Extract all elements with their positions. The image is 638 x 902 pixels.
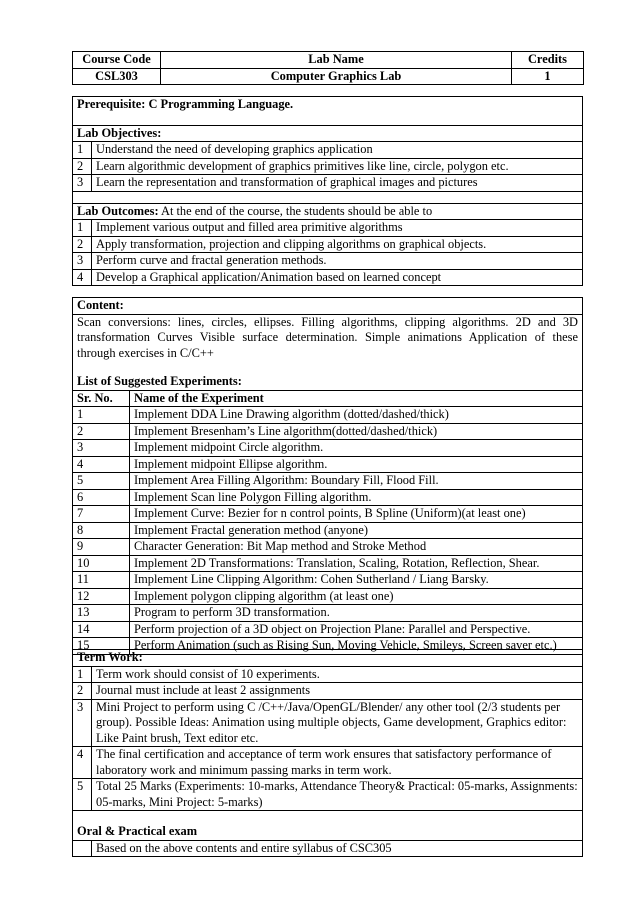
objective-text: Understand the need of developing graphics application bbox=[92, 142, 583, 159]
col-experiment-name: Name of the Experiment bbox=[130, 390, 583, 407]
content-text: Scan conversions: lines, circles, ellipses. Filling algorithms, clipping algorithms. 2D and 3D transformation Curves Visible surface determination. Simple animations Application of these through exercises in C/C++ bbox=[73, 314, 583, 361]
col-sr-no: Sr. No. bbox=[73, 390, 130, 407]
outcome-text: Apply transformation, projection and clipping algorithms on graphical objects. bbox=[92, 236, 583, 253]
outcomes-intro: At the end of the course, the students should be able to bbox=[158, 203, 433, 218]
term-work-row bbox=[73, 779, 583, 811]
objective-number: 2 bbox=[73, 158, 92, 175]
outcome-row bbox=[73, 236, 583, 253]
outcome-row bbox=[73, 253, 583, 270]
outcomes-heading: Lab Outcomes: bbox=[77, 203, 159, 218]
experiment-number: 9 bbox=[73, 539, 130, 556]
term-work-number: 5 bbox=[73, 779, 92, 811]
col-credits: Credits bbox=[512, 52, 584, 69]
col-lab-name: Lab Name bbox=[161, 52, 512, 69]
experiment-number: 1 bbox=[73, 407, 130, 424]
term-work-text: Journal must include at least 2 assignments bbox=[92, 683, 583, 700]
oral-text: Based on the above contents and entire syllabus of CSC305 bbox=[92, 840, 583, 857]
experiment-row bbox=[73, 440, 583, 457]
experiment-name: Implement Fractal generation method (anyone) bbox=[130, 522, 583, 539]
experiment-row bbox=[73, 473, 583, 490]
objective-number: 3 bbox=[73, 175, 92, 192]
experiment-name: Implement Area Filling Algorithm: Boundary Fill, Flood Fill. bbox=[130, 473, 583, 490]
experiment-row bbox=[73, 605, 583, 622]
credits-value: 1 bbox=[512, 68, 584, 85]
outcome-text: Develop a Graphical application/Animation based on learned concept bbox=[92, 269, 583, 286]
objective-row bbox=[73, 175, 583, 192]
experiment-row bbox=[73, 588, 583, 605]
experiment-name: Program to perform 3D transformation. bbox=[130, 605, 583, 622]
experiment-number: 5 bbox=[73, 473, 130, 490]
experiment-row bbox=[73, 423, 583, 440]
outcome-number: 1 bbox=[73, 220, 92, 237]
term-work-row bbox=[73, 699, 583, 747]
outcome-row bbox=[73, 269, 583, 286]
experiment-row bbox=[73, 456, 583, 473]
term-work-row bbox=[73, 747, 583, 779]
experiments-heading: List of Suggested Experiments: bbox=[73, 374, 583, 390]
experiment-name: Implement midpoint Circle algorithm. bbox=[130, 440, 583, 457]
experiment-row bbox=[73, 522, 583, 539]
term-work-text: The final certification and acceptance of term work ensures that satisfactory performance of laboratory work and minimum passing marks in term work. bbox=[92, 747, 583, 779]
experiment-number: 3 bbox=[73, 440, 130, 457]
oral-heading: Oral & Practical exam bbox=[73, 824, 583, 840]
experiment-name: Implement Line Clipping Algorithm: Cohen Sutherland / Liang Barsky. bbox=[130, 572, 583, 589]
experiment-number: 10 bbox=[73, 555, 130, 572]
objective-row bbox=[73, 158, 583, 175]
experiment-number: 12 bbox=[73, 588, 130, 605]
term-work-table bbox=[72, 649, 583, 857]
term-work-number: 1 bbox=[73, 666, 92, 683]
experiment-name: Perform Animation (such as Rising Sun, Moving Vehicle, Smileys, Screen saver etc.) bbox=[130, 638, 583, 655]
term-work-row bbox=[73, 666, 583, 683]
experiment-row bbox=[73, 539, 583, 556]
objective-text: Learn the representation and transformation of graphical images and pictures bbox=[92, 175, 583, 192]
experiment-name: Implement Scan line Polygon Filling algorithm. bbox=[130, 489, 583, 506]
experiment-number: 13 bbox=[73, 605, 130, 622]
objectives-table bbox=[72, 96, 583, 286]
term-work-text: Total 25 Marks (Experiments: 10-marks, Attendance Theory& Practical: 05-marks, Assignments: 05-marks, Mini Project: 5-marks) bbox=[92, 779, 583, 811]
content-heading: Content: bbox=[73, 298, 583, 315]
experiment-number: 8 bbox=[73, 522, 130, 539]
outcome-number: 2 bbox=[73, 236, 92, 253]
experiment-row bbox=[73, 572, 583, 589]
objective-text: Learn algorithmic development of graphics primitives like line, circle, polygon etc. bbox=[92, 158, 583, 175]
lab-name: Computer Graphics Lab bbox=[161, 68, 512, 85]
experiment-name: Implement Curve: Bezier for n control points, B Spline (Uniform)(at least one) bbox=[130, 506, 583, 523]
experiment-name: Implement polygon clipping algorithm (at least one) bbox=[130, 588, 583, 605]
course-header-table bbox=[72, 51, 584, 85]
experiment-number: 15 bbox=[73, 638, 130, 655]
outcomes-heading-row bbox=[73, 203, 583, 220]
experiment-name: Implement midpoint Ellipse algorithm. bbox=[130, 456, 583, 473]
experiment-name: Character Generation: Bit Map method and Stroke Method bbox=[130, 539, 583, 556]
objectives-heading: Lab Objectives: bbox=[73, 125, 583, 142]
experiment-number: 6 bbox=[73, 489, 130, 506]
term-work-heading: Term Work: bbox=[73, 650, 583, 667]
outcome-text: Perform curve and fractal generation methods. bbox=[92, 253, 583, 270]
spacer bbox=[73, 191, 583, 203]
objective-row bbox=[73, 142, 583, 159]
term-work-number: 2 bbox=[73, 683, 92, 700]
term-work-number: 3 bbox=[73, 699, 92, 747]
experiment-row bbox=[73, 621, 583, 638]
experiment-number: 7 bbox=[73, 506, 130, 523]
spacer bbox=[73, 113, 583, 126]
objective-number: 1 bbox=[73, 142, 92, 159]
oral-number-cell bbox=[73, 840, 92, 857]
experiment-row bbox=[73, 407, 583, 424]
experiment-name: Implement DDA Line Drawing algorithm (dotted/dashed/thick) bbox=[130, 407, 583, 424]
spacer bbox=[73, 361, 583, 374]
outcome-number: 3 bbox=[73, 253, 92, 270]
outcome-row bbox=[73, 220, 583, 237]
outcome-text: Implement various output and filled area primitive algorithms bbox=[92, 220, 583, 237]
term-work-row bbox=[73, 683, 583, 700]
experiment-name: Perform projection of a 3D object on Projection Plane: Parallel and Perspective. bbox=[130, 621, 583, 638]
outcome-number: 4 bbox=[73, 269, 92, 286]
experiment-name: Implement 2D Transformations: Translation, Scaling, Rotation, Reflection, Shear. bbox=[130, 555, 583, 572]
experiment-name: Implement Bresenham’s Line algorithm(dotted/dashed/thick) bbox=[130, 423, 583, 440]
term-work-text: Term work should consist of 10 experiments. bbox=[92, 666, 583, 683]
experiment-number: 2 bbox=[73, 423, 130, 440]
content-table bbox=[72, 297, 583, 655]
experiment-number: 4 bbox=[73, 456, 130, 473]
term-work-number: 4 bbox=[73, 747, 92, 779]
experiment-row bbox=[73, 555, 583, 572]
experiment-number: 11 bbox=[73, 572, 130, 589]
course-code: CSL303 bbox=[73, 68, 161, 85]
term-work-text: Mini Project to perform using C /C++/Java/OpenGL/Blender/ any other tool (2/3 students per group). Possible Ideas: Animation using multiple objects, Game development, Graphics editor: Like Paint brush, Text editor etc. bbox=[92, 699, 583, 747]
experiment-row bbox=[73, 489, 583, 506]
spacer bbox=[73, 811, 583, 825]
prerequisite: Prerequisite: C Programming Language. bbox=[73, 97, 583, 113]
experiment-row bbox=[73, 506, 583, 523]
experiment-number: 14 bbox=[73, 621, 130, 638]
col-course-code: Course Code bbox=[73, 52, 161, 69]
